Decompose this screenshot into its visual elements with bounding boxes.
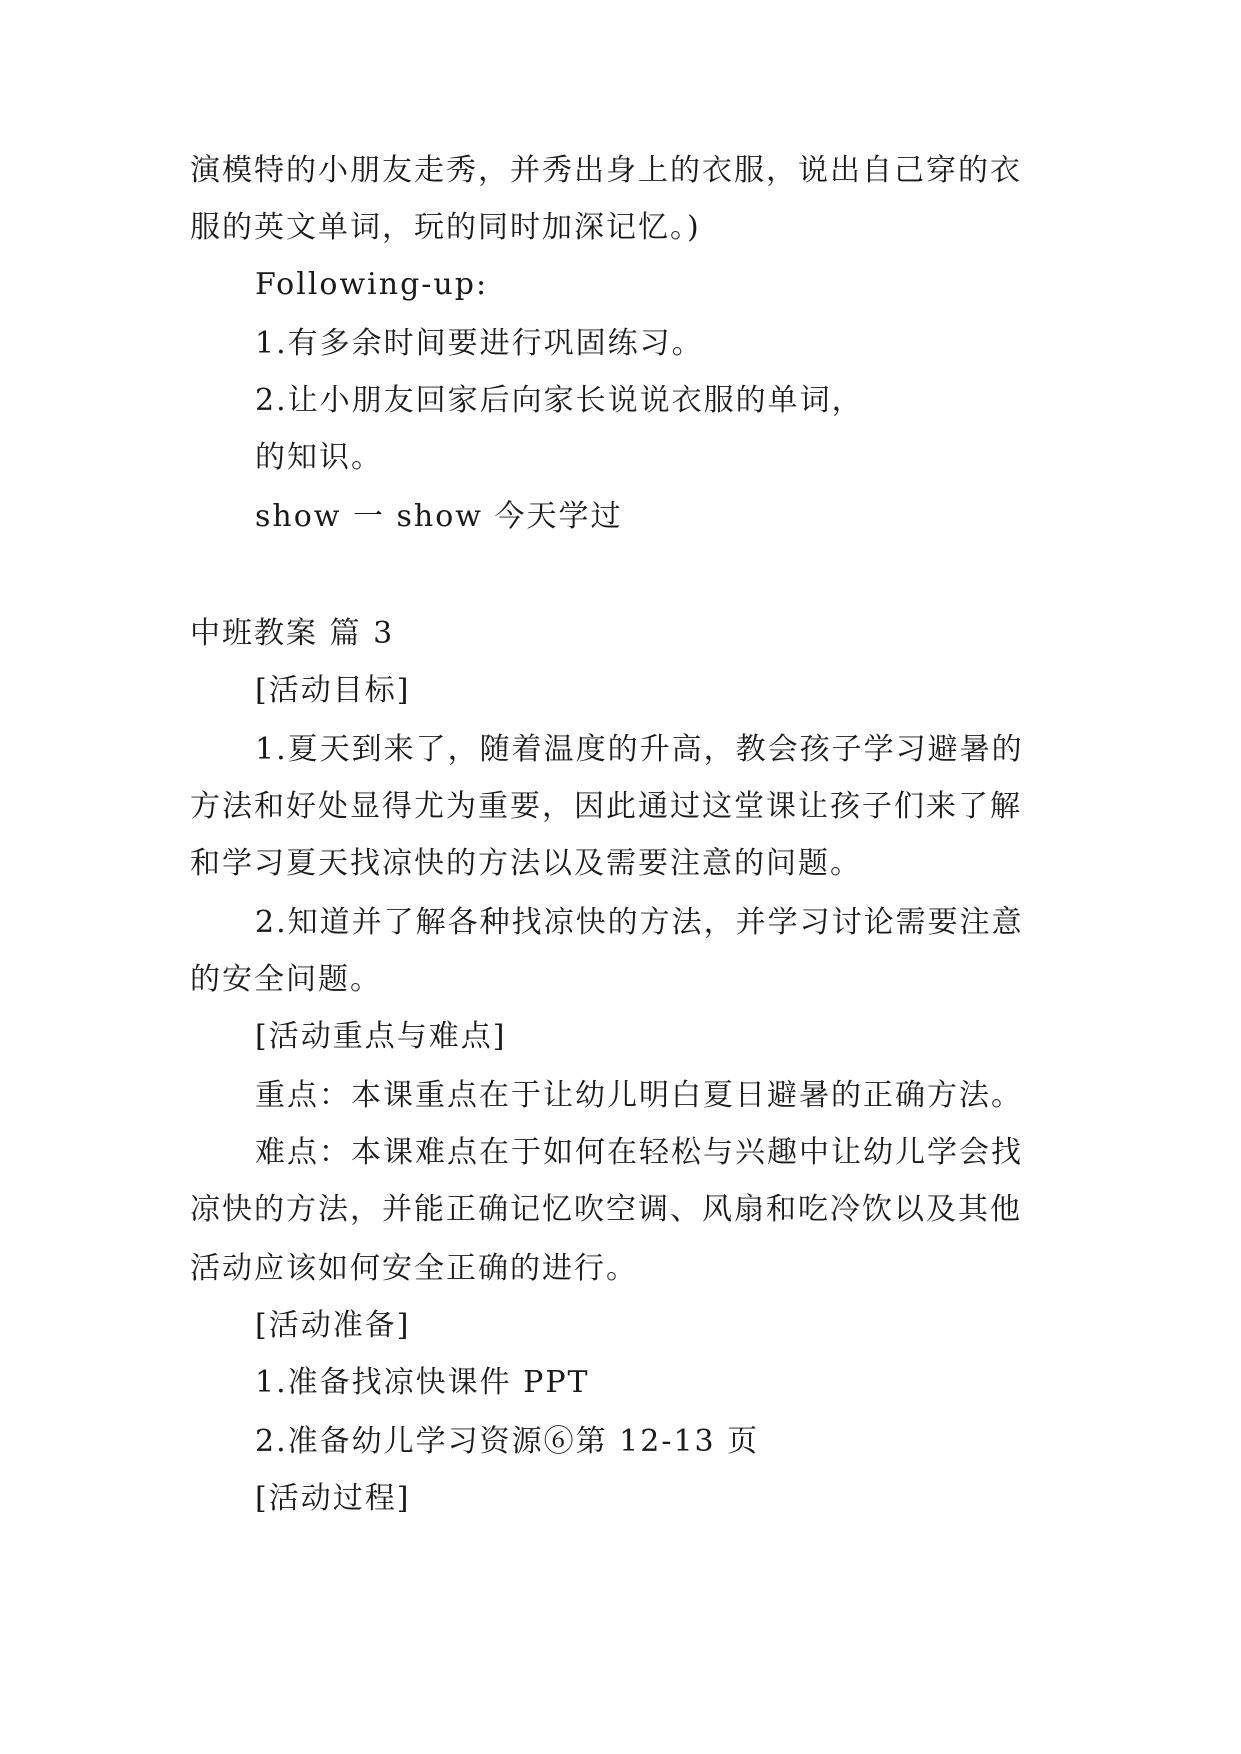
text-line: 演模特的小朋友走秀，并秀出身上的衣服，说出自己穿的衣 xyxy=(190,153,1022,188)
list-item: 1.有多余时间要进行巩固练习。 xyxy=(255,326,704,361)
text-line: 的知识。 xyxy=(255,440,383,475)
list-item: 2.准备幼儿学习资源⑥第 12-13 页 xyxy=(255,1424,760,1459)
text-line: 凉快的方法，并能正确记忆吹空调、风扇和吃冷饮以及其他 xyxy=(190,1192,1022,1227)
text-line: 重点：本课重点在于让幼儿明白夏日避暑的正确方法。 xyxy=(255,1078,1023,1113)
text-line: Following-up: xyxy=(255,267,489,302)
text-line: 难点：本课难点在于如何在轻松与兴趣中让幼儿学会找 xyxy=(255,1135,1023,1170)
list-item: 2.让小朋友回家后向家长说说衣服的单词， xyxy=(255,383,864,418)
section-heading: [活动过程] xyxy=(255,1481,411,1516)
text-line: 方法和好处显得尤为重要，因此通过这堂课让孩子们来了解 xyxy=(190,789,1022,824)
text-line: 的安全问题。 xyxy=(190,962,382,997)
list-item: 1.夏天到来了，随着温度的升高，教会孩子学习避暑的 xyxy=(255,732,1024,767)
list-item: 2.知道并了解各种找凉快的方法，并学习讨论需要注意 xyxy=(255,905,1024,940)
section-heading: [活动重点与难点] xyxy=(255,1019,507,1054)
text-line: 和学习夏天找凉快的方法以及需要注意的问题。 xyxy=(190,846,862,881)
section-heading: [活动准备] xyxy=(255,1308,411,1343)
text-line: show 一 show 今天学过 xyxy=(255,499,623,534)
section-title: 中班教案 篇 3 xyxy=(190,616,395,651)
section-heading: [活动目标] xyxy=(255,673,411,708)
list-item: 1.准备找凉快课件 PPT xyxy=(255,1365,590,1400)
text-line: 活动应该如何安全正确的进行。 xyxy=(190,1251,638,1286)
text-line: 服的英文单词，玩的同时加深记忆。) xyxy=(190,210,701,245)
